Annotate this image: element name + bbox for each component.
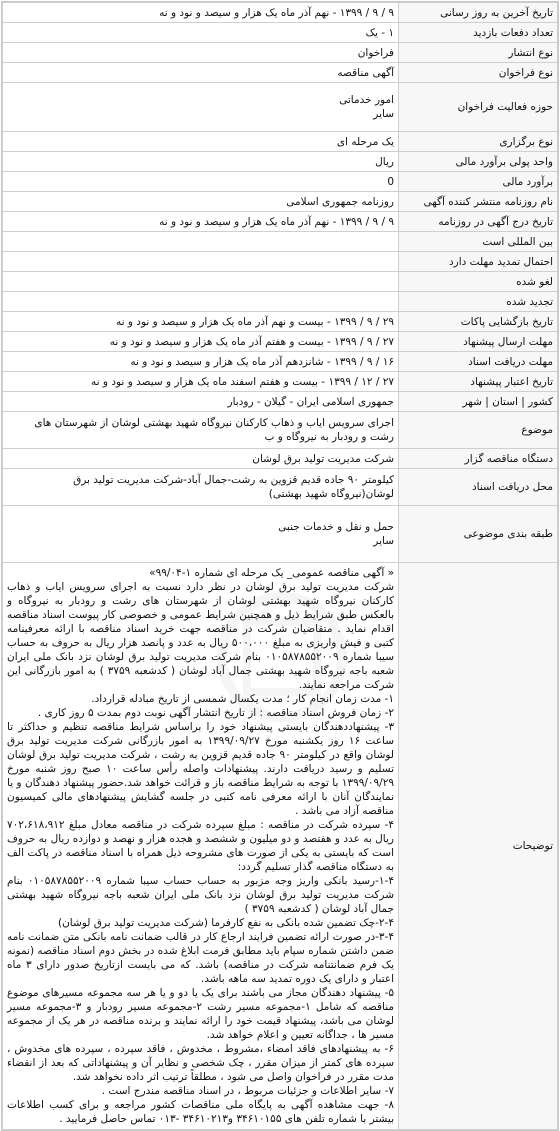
- row-docs-place: [3, 469, 558, 506]
- row-last-update: [3, 3, 558, 23]
- notes-item: ۷- سایر اطلاعات و جزئیات مربوط ، در اسناد مناقصه مندرج است .: [101, 1085, 394, 1097]
- value-visits: ۱ - یک: [3, 23, 399, 43]
- notes-title: « آگهی مناقصه عمومی_ یک مرحله ای شماره ۱-۹۹/۰۴»: [149, 567, 394, 579]
- label-holding-type: نوع برگزاری: [399, 132, 558, 152]
- row-newspaper: [3, 192, 558, 212]
- tender-details-sheet: [1, 1, 559, 1131]
- notes-body: [7, 566, 394, 1126]
- value-renew: [3, 292, 399, 312]
- label-extend: احتمال تمدید مهلت دارد: [399, 252, 558, 272]
- notes-intro: شرکت مدیریت تولید برق لوشان در نظر دارد نسبت به اجرای سرویس ایاب و ذهاب کارکنان نیروگاه شهید بهشتی لوشان از شهرستان های رشت و رودبار به نیروگاه و بالعکس طبق شرایط ذیل و همچنین شرایط عمومی و خصوصی کار پیوست اسناد مناقصه اقدام نماید . متقاضیان شرکت در مناقصه جهت خرید اسناد مناقصه با ارائه معرفینامه کتبی و فیش واریزی به مبلغ ۵۰۰،۰۰۰ ریال به عدد و پانصد هزار ریال به حروف به حساب سیبا شماره ۰۱۰۵۸۷۸۵۵۲۰۰۹ بنام شرکت مدیریت تولید برق لوشان نزد بانک ملی ایران شعبه باجه نیروگاه شهید بهشتی جمال آباد لوشان ( کدشعبه ۳۷۵۹ ) به امور بازرگانی این شرکت مراجعه نمایند.: [7, 581, 394, 691]
- label-intl: بین المللی است: [399, 232, 558, 252]
- row-call-type: [3, 63, 558, 83]
- value-send: ۲۷ / ۹ / ۱۳۹۹ - بیست و هفتم آذر ماه یک هزار و سیصد و نود و نه: [3, 332, 399, 352]
- value-valid: ۲۷ / ۱۲ / ۱۳۹۹ - بیست و هفتم اسفند ماه یک هزار و سیصد و نود و نه: [3, 372, 399, 392]
- label-renew: تجدید شده: [399, 292, 558, 312]
- label-call-type: نوع فراخوان: [399, 63, 558, 83]
- row-cancel: [3, 272, 558, 292]
- label-subject: موضوع: [399, 412, 558, 449]
- row-intl: [3, 232, 558, 252]
- row-activity: [3, 83, 558, 132]
- value-docs-place: کیلومتر ۹۰ جاده قدیم قزوین به رشت-جمال آباد-شرکت مدیریت تولید برق لوشان(نیروگاه شهید بهشتی): [3, 469, 399, 506]
- row-open: [3, 312, 558, 332]
- value-newspaper: روزنامه جمهوری اسلامی: [3, 192, 399, 212]
- value-last-update: ۹ / ۹ / ۱۳۹۹ - نهم آذر ماه یک هزار و سیصد و نود و نه: [3, 3, 399, 23]
- row-location: [3, 392, 558, 412]
- notes-item: ۲-۴-چک تضمین شده بانکی به نفع کارفرما (شرکت مدیریت تولید برق لوشان): [57, 917, 394, 929]
- notes-item: ۲- زمان فروش اسناد مناقصه : از تاریخ انتشار آگهی نوبت دوم بمدت ۵ روز کاری .: [37, 707, 394, 719]
- row-renew: [3, 292, 558, 312]
- notes-item: ۱- مدت زمان انجام کار ؛ مدت یکسال شمسی از تاریخ مبادله قرارداد.: [91, 693, 394, 705]
- value-open: ۲۹ / ۹ / ۱۳۹۹ - بیست و نهم آذر ماه یک هزار و سیصد و نود و نه: [3, 312, 399, 332]
- row-visits: [3, 23, 558, 43]
- category-line-2: سایر: [373, 535, 394, 547]
- label-receive: مهلت دریافت اسناد: [399, 352, 558, 372]
- notes-item: ۶- به پیشنهادهای فاقد امضاء ،مشروط ، مخدوش ، فاقد سپرده ، سپرده های مخدوش ، سپرده های کمتر از میزان مقرر ، چک شخصی و نظایر آن و پیشنهاداتی که بعد از انقضاء مدت مقرر در فراخوان واصل می شود ، مطلقاً ترتیب اثر داده نخواهد شد.: [7, 1043, 394, 1083]
- row-receive: [3, 352, 558, 372]
- label-open: تاریخ بازگشایی پاکات: [399, 312, 558, 332]
- value-subject: اجرای سرویس ایاب و ذهاب کارکنان نیروگاه شهید بهشتی لوشان از شهرستان های رشت و رودبار به نیروگاه و ب: [3, 412, 399, 449]
- row-subject: [3, 412, 558, 449]
- value-receive: ۱۶ / ۹ / ۱۳۹۹ - شانزدهم آذر ماه یک هزار و سیصد و نود و نه: [3, 352, 399, 372]
- label-category: طبقه بندی موضوعی: [399, 506, 558, 563]
- label-visits: تعداد دفعات بازدید: [399, 23, 558, 43]
- row-holding-type: [3, 132, 558, 152]
- row-estimate: [3, 172, 558, 192]
- row-category: [3, 506, 558, 563]
- row-send: [3, 332, 558, 352]
- label-notes: توضیحات: [399, 563, 558, 1130]
- label-location: کشور | استان | شهر: [399, 392, 558, 412]
- row-news-date: [3, 212, 558, 232]
- value-category: [3, 506, 399, 563]
- label-publish-type: نوع انتشار: [399, 43, 558, 63]
- value-news-date: ۹ / ۹ / ۱۳۹۹ - نهم آذر ماه یک هزار و سیصد و نود و نه: [3, 212, 399, 232]
- value-call-type: آگهی مناقصه: [3, 63, 399, 83]
- value-extend: [3, 252, 399, 272]
- notes-item: ۳-۴-در صورت ارائه تضمین فرایند ارجاع کار در قالب ضمانت نامه بانکی متن ضمانت نامه ضمن داشتن شماره سپام باید مطابق فرمت ابلاغ شده در بخش دوم اسناد مناقصه (نمونه یک فرم ضمانتنامه شرکت در مناقصه) باشد. که می بایست ازتاریخ صدور دارای ۳ ماه اعتبار و دارای یک دوره تمدید سه ماهه باشد.: [7, 931, 394, 985]
- notes-item: ۸- جهت مشاهده آگهی به پایگاه ملی مناقصات کشور مراجعه و برای کسب اطلاعات بیشتر با شماره تلفن های ۳۴۶۱۰۱۵۵ و۳۴۶۱۰۲۱۳ -۰۱۳ تماس حاصل فرمایید .: [7, 1099, 394, 1125]
- activity-line-1: امور خدماتی: [339, 94, 394, 106]
- activity-line-2: سایر: [373, 108, 394, 120]
- label-estimate: برآورد مالی: [399, 172, 558, 192]
- label-valid: تاریخ اعتبار پیشنهاد: [399, 372, 558, 392]
- label-news-date: تاریخ درج آگهی در روزنامه: [399, 212, 558, 232]
- tender-details-table: [2, 2, 558, 1130]
- label-cancel: لغو شده: [399, 272, 558, 292]
- value-currency: ریال: [3, 152, 399, 172]
- value-cancel: [3, 272, 399, 292]
- value-location: جمهوری اسلامی ایران - گیلان - رودبار: [3, 392, 399, 412]
- label-last-update: تاریخ آخرین به روز رسانی: [399, 3, 558, 23]
- value-holding-type: یک مرحله ای: [3, 132, 399, 152]
- value-intl: [3, 232, 399, 252]
- row-publish-type: [3, 43, 558, 63]
- value-org: شرکت مدیریت تولید برق لوشان: [3, 449, 399, 469]
- value-notes: [3, 563, 399, 1130]
- label-org: دستگاه مناقصه گزار: [399, 449, 558, 469]
- row-extend: [3, 252, 558, 272]
- label-send: مهلت ارسال پیشنهاد: [399, 332, 558, 352]
- notes-item: ۱-۴-رسید بانکی واریز وجه مزبور به حساب حساب سیبا شماره ۰۱۰۵۸۷۸۵۵۲۰۰۹ بنام شرکت مدیریت تولید برق لوشان نزد بانک ملی ایران شعبه باجه نیروگاه شهید بهشتی جمال آباد لوشان ( کدشعبه ۳۷۵۹ ): [7, 875, 394, 915]
- row-currency: [3, 152, 558, 172]
- notes-item: ۳- پیشنهاددهندگان بایستی پیشنهاد خود را براساس شرایط مناقصه تنظیم و حداکثر تا ساعت ۱۶ روز یکشنبه مورخ ۱۳۹۹/۰۹/۲۷ به امور بازرگانی شرکت مدیریت تولید برق لوشان واقع در کیلومتر ۹۰ جاده قدیم قزوین به رشت ، شرکت مدیریت تولید برق لوشان تسلیم و رسید دریافت دارند. پیشنهادات واصله رأس ساعت ۱۰ صبح روز شنبه مورخ ۱۳۹۹/۰۹/۲۹ با توجه به شرایط مناقصه باز و قرائت خواهد شد.حضور پیشنهاد دهندگان و یا نمایندگان آنان با ارائه معرفی نامه کتبی در جلسه گشایش پیشنهادهای مالی کمیسیون مناقصه آزاد می باشد .: [7, 721, 394, 817]
- notes-item: ۴- سپرده شرکت در مناقصه : مبلغ سپرده شرکت در مناقصه معادل مبلغ ۷۰۲،۶۱۸،۹۱۲ ریال به عدد و هفتصد و دو میلیون و ششصد و هجده هزار و نهصد و دوازده ریال به حروف است که بایستی به یکی از صورت های مشروحه ذیل همراه با اسناد مناقصه در پاکت الف به دستگاه مناقصه گذار تسلیم گردد:: [7, 819, 394, 873]
- label-newspaper: نام روزنامه منتشر کننده آگهی: [399, 192, 558, 212]
- value-publish-type: فراخوان: [3, 43, 399, 63]
- row-valid: [3, 372, 558, 392]
- label-docs-place: محل دریافت اسناد: [399, 469, 558, 506]
- value-activity: [3, 83, 399, 132]
- row-notes: [3, 563, 558, 1130]
- label-activity: حوزه فعالیت فراخوان: [399, 83, 558, 132]
- notes-item: ۵- پیشنهاد دهندگان مجاز می باشند برای یک یا دو و یا هر سه مجموعه مسیرهای موضوع مناقصه که شامل ۱-مجموعه مسیر رشت ۲-مجموعه مسیر رودبار و ۳-مجموعه مسیر لوشان می باشد، پیشنهاد قیمت خود را ارائه نمایند و برنده مناقصه در هر یک از مجموعه مسیر ها ، جداگانه تعیین و اعلام خواهد شد.: [7, 987, 395, 1041]
- category-line-1: حمل و نقل و خدمات جنبی: [278, 521, 394, 533]
- row-org: [3, 449, 558, 469]
- label-currency: واحد پولی برآورد مالی: [399, 152, 558, 172]
- value-estimate: 0: [3, 172, 399, 192]
